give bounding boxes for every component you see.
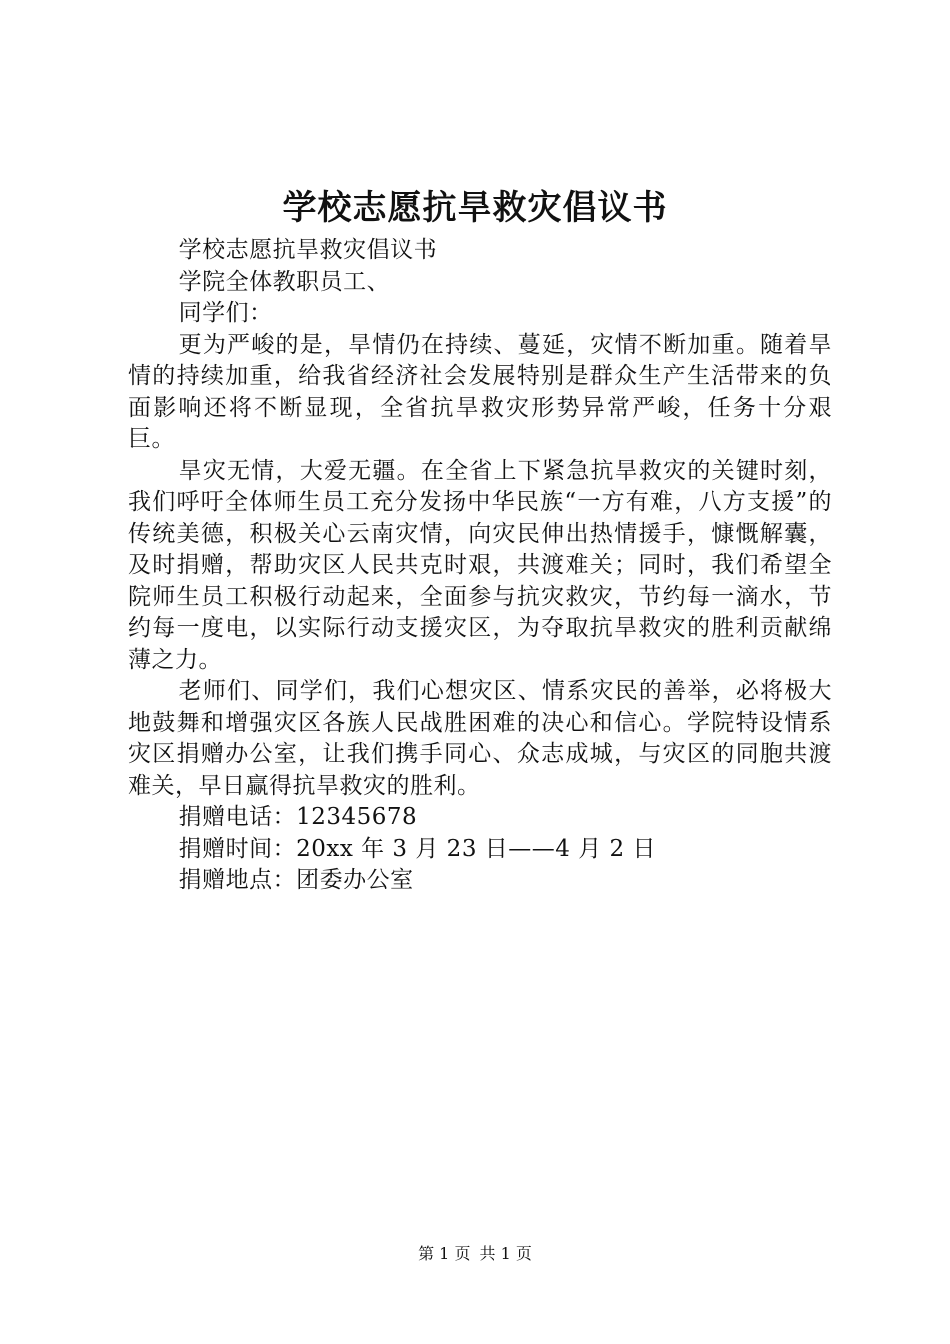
donation-location: 捐赠地点：团委办公室 bbox=[178, 867, 414, 893]
body-paragraph-heading: 学校志愿抗旱救灾倡议书 bbox=[178, 237, 438, 263]
body-paragraph-appeal: 旱灾无情，大爱无疆。在全省上下紧急抗旱救灾的关键时刻，我们呼吁全体师生员工充分发扬中华民族“一方有难，八方支援”的传统美德，积极关心云南灾情，向灾民伸出热情援手，慷慨解囊，及时捐赠，帮助灾区人民共克时艰，共渡难关；同时，我们希望全院师生员工积极行动起来，全面参与抗灾救灾，节约每一滴水，节约每一度电，以实际行动支援灾区，为夺取抗旱救灾的胜利贡献绵薄之力。 bbox=[128, 457, 832, 673]
donation-time: 捐赠时间：20xx 年 3 月 23 日——4 月 2 日 bbox=[178, 835, 656, 862]
body-paragraph-addressee: 学院全体教职员工、 bbox=[178, 268, 391, 295]
body-paragraph-office: 老师们、同学们，我们心想灾区、情系灾民的善举，必将极大地鼓舞和增强灾区各族人民战胜困难的决心和信心。学院特设情系灾区捐赠办公室，让我们携手同心、众志成城，与灾区的同胞共渡难关，早日赢得抗旱救灾的胜利。 bbox=[128, 678, 832, 799]
donation-phone: 捐赠电话：12345678 bbox=[178, 804, 418, 830]
document-title: 学校志愿抗旱救灾倡议书 bbox=[282, 188, 668, 228]
page-total: 共 1 页 bbox=[479, 1244, 532, 1263]
page-footer bbox=[0, 1242, 950, 1266]
document-body bbox=[128, 235, 832, 897]
page-number: 第 1 页 bbox=[418, 1244, 471, 1263]
body-paragraph-salutation: 同学们： bbox=[178, 300, 273, 326]
body-paragraph-situation: 更为严峻的是，旱情仍在持续、蔓延，灾情不断加重。随着旱情的持续加重，给我省经济社会发展特别是群众生产生活带来的负面影响还将不断显现，全省抗旱救灾形势异常严峻，任务十分艰巨。 bbox=[128, 331, 832, 452]
